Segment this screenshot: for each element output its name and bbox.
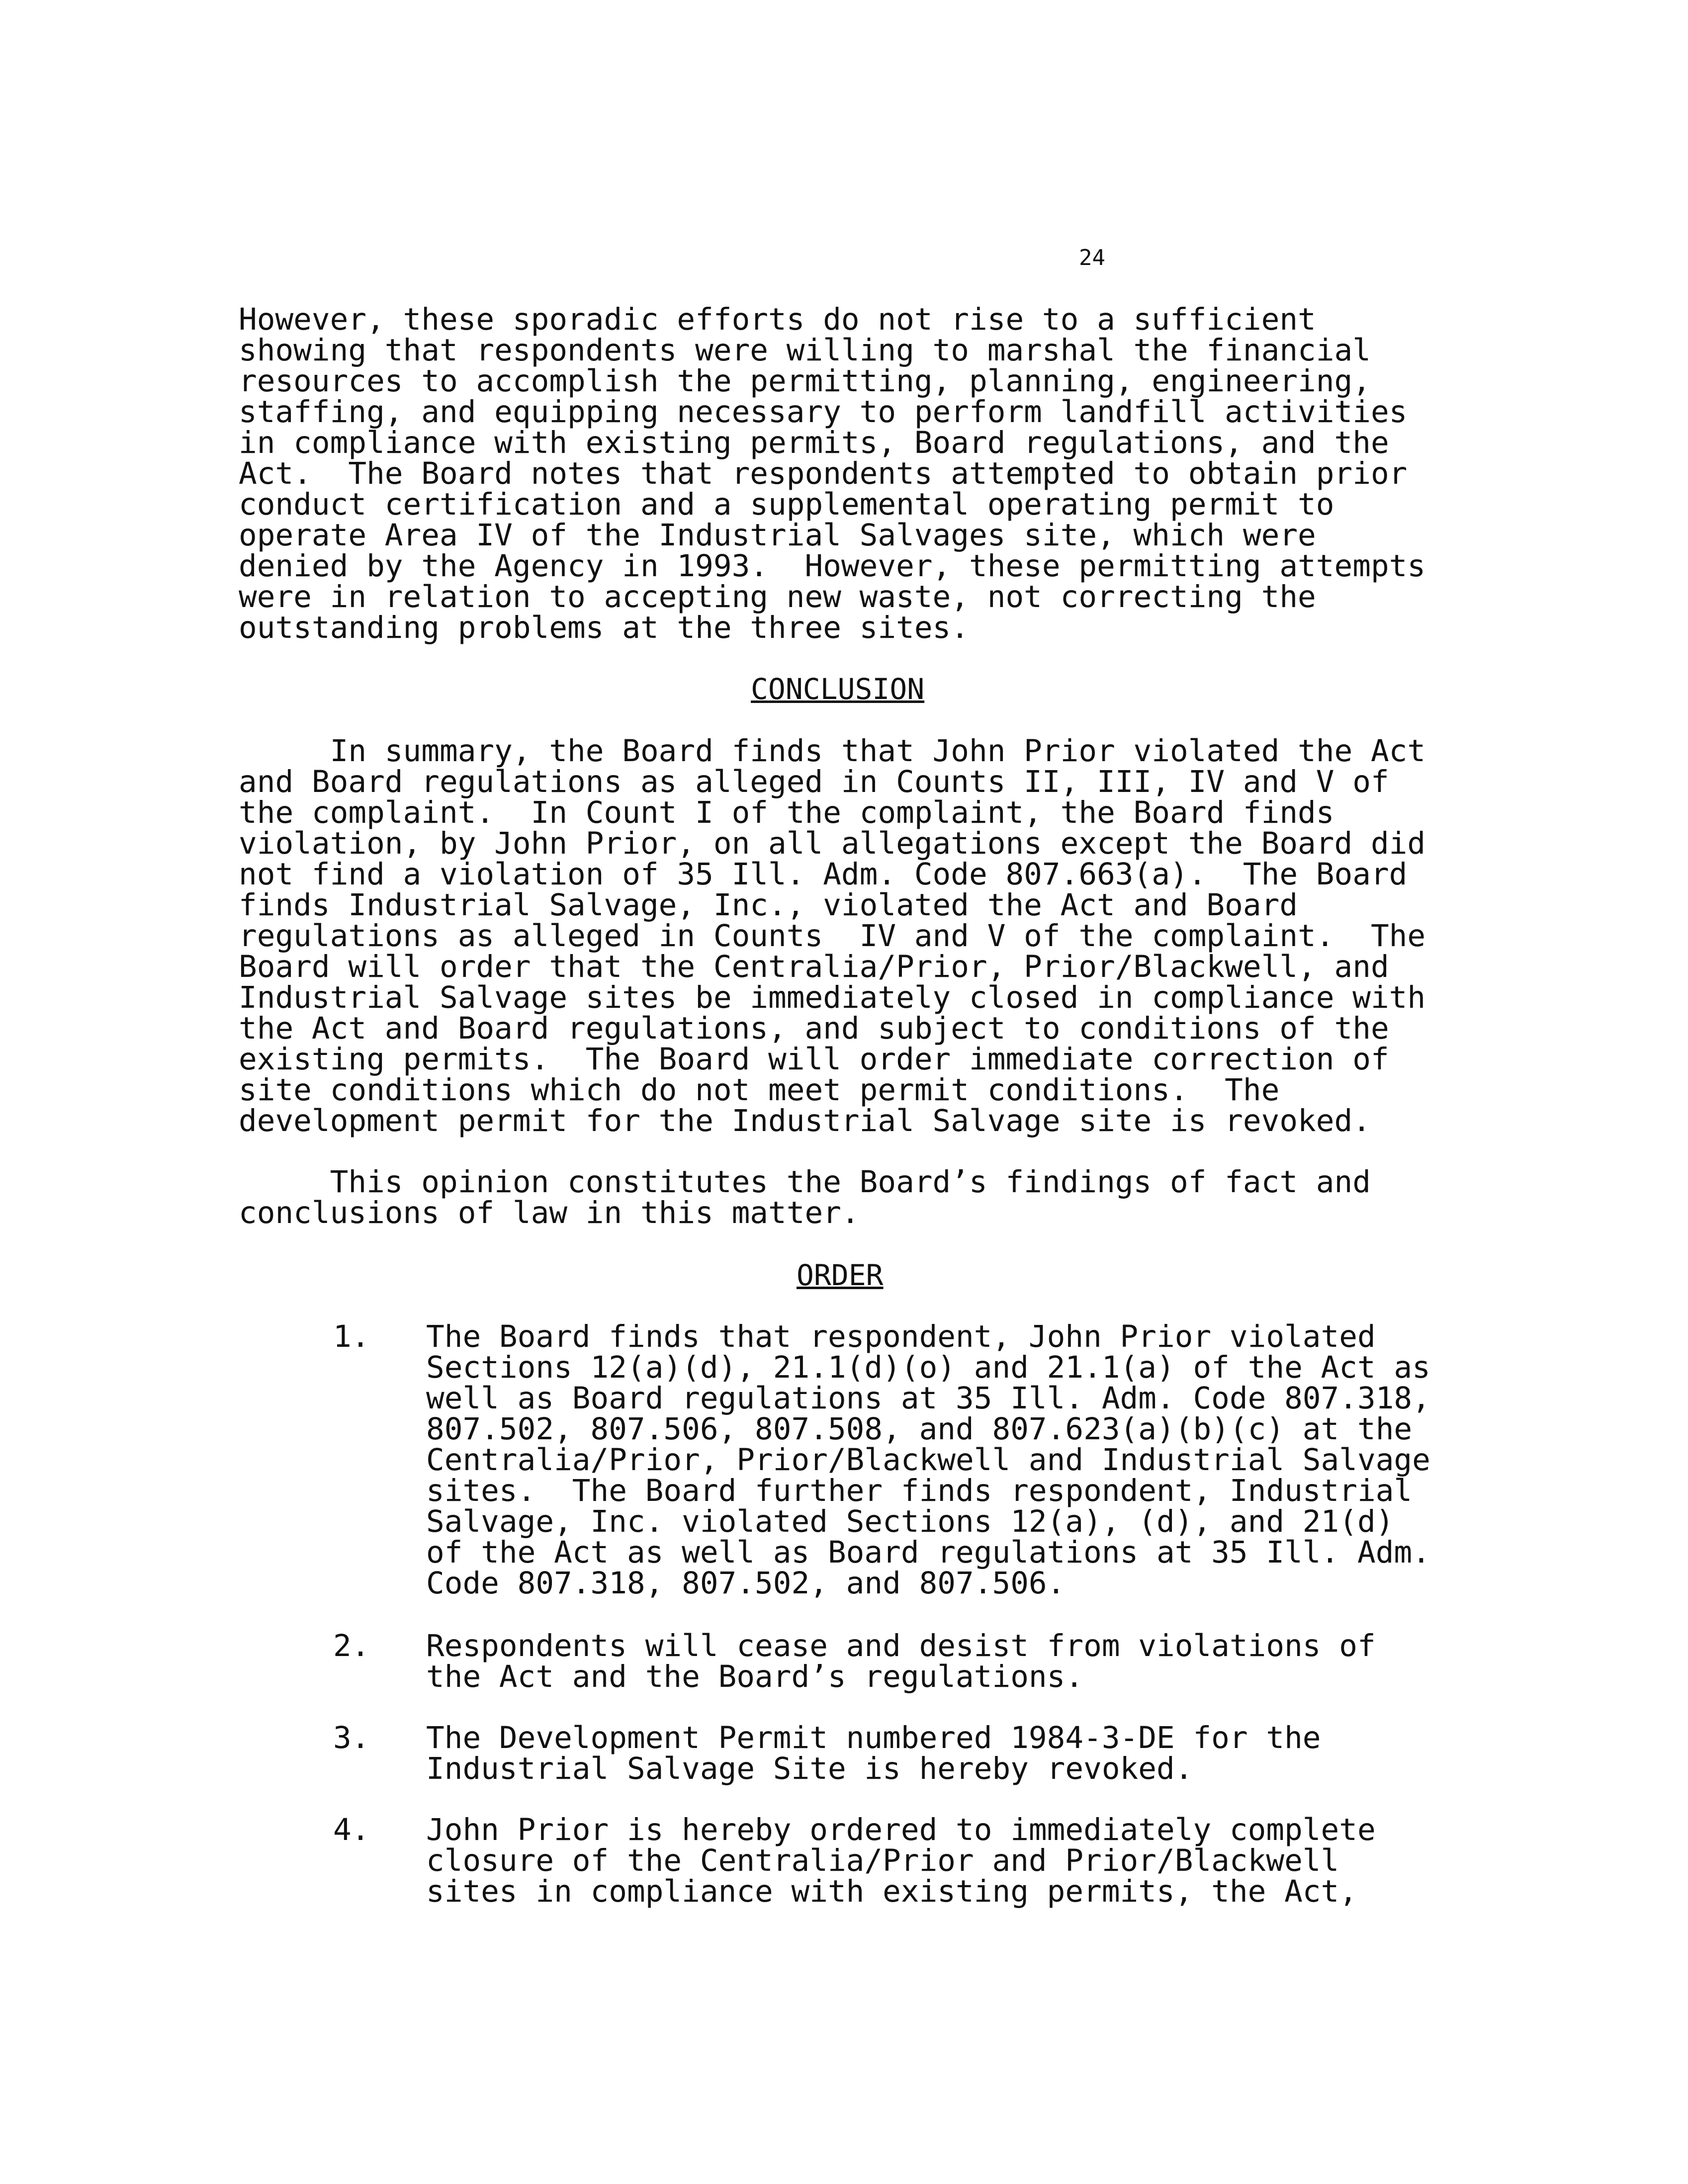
text-line: 807.502, 807.506, 807.508, and 807.623(a)(b)(c) at the <box>426 1411 1413 1447</box>
page-number: 24 <box>1079 245 1105 270</box>
text-line: This opinion constitutes the Board’s findings of fact and <box>239 1164 1371 1200</box>
text-line: sites. The Board further finds respondent, Industrial <box>426 1473 1413 1508</box>
text-line: Centralia/Prior, Prior/Blackwell and Industrial Salvage <box>426 1442 1430 1478</box>
text-line: Sections 12(a)(d), 21.1(d)(o) and 21.1(a) of the Act as <box>426 1350 1430 1385</box>
text-line: In summary, the Board finds that John Prior violated the Act <box>239 733 1426 769</box>
text-line: resources to accomplish the permitting, planning, engineering, <box>239 363 1371 399</box>
opinion-paragraph <box>239 1164 1467 1230</box>
text-line: operate Area IV of the Industrial Salvages site, which were <box>239 518 1316 553</box>
text-line: the Act and Board regulations, and subject to conditions of the <box>239 1011 1389 1046</box>
text-line: Act. The Board notes that respondents attempted to obtain prior <box>239 456 1408 491</box>
intro-paragraph <box>239 304 1467 643</box>
text-line: However, these sporadic efforts do not rise to a sufficient <box>239 302 1316 337</box>
text-line: Code 807.318, 807.502, and 807.506. <box>426 1566 1066 1601</box>
text-line: and Board regulations as alleged in Counts II, III, IV and V of <box>239 764 1389 799</box>
text-line: Industrial Salvage Site is hereby revoked. <box>426 1751 1193 1786</box>
order-item-text <box>426 1321 1480 1599</box>
text-line: in compliance with existing permits, Board regulations, and the <box>239 425 1389 460</box>
text-line: Industrial Salvage sites be immediately closed in compliance with <box>239 980 1426 1015</box>
text-line: conduct certification and a supplemental operating permit to <box>239 487 1334 522</box>
text-line: showing that respondents were willing to marshal the financial <box>239 333 1371 368</box>
text-line: outstanding problems at the three sites. <box>239 610 970 645</box>
conclusion-paragraph <box>239 733 1467 1138</box>
text-line: development permit for the Industrial Salvage site is revoked. <box>239 1103 1371 1138</box>
order-item-number: 3. <box>333 1720 370 1755</box>
text-line: of the Act as well as Board regulations at 35 Ill. Adm. <box>426 1535 1430 1570</box>
text-line: denied by the Agency in 1993. However, these permitting attempts <box>239 548 1426 584</box>
text-line: the complaint. In Count I of the complaint, the Board finds <box>239 795 1334 830</box>
text-line: staffing, and equipping necessary to perform landfill activities <box>239 394 1408 430</box>
text-line: regulations as alleged in Counts IV and V of the complaint. The <box>239 918 1426 954</box>
order-heading: ORDER <box>797 1258 884 1292</box>
text-line: The Board finds that respondent, John Prior violated <box>426 1319 1376 1354</box>
text-line: Board will order that the Centralia/Prior, Prior/Blackwell, and <box>239 949 1389 984</box>
order-item-number: 2. <box>333 1628 370 1663</box>
text-line: were in relation to accepting new waste, not correcting the <box>239 579 1316 614</box>
text-line: violation, by John Prior, on all allegations except the Board did <box>239 826 1426 861</box>
text-line: The Development Permit numbered 1984-3-DE for the <box>426 1720 1321 1755</box>
order-item-text <box>426 1812 1480 1909</box>
text-line: sites in compliance with existing permits, the Act, <box>426 1874 1357 1909</box>
text-line: John Prior is hereby ordered to immediately complete <box>426 1812 1376 1847</box>
text-line: the Act and the Board’s regulations. <box>426 1659 1084 1694</box>
conclusion-heading: CONCLUSION <box>751 672 925 706</box>
text-line: conclusions of law in this matter. <box>239 1195 860 1230</box>
text-line: Respondents will cease and desist from violations of <box>426 1628 1376 1663</box>
text-line: well as Board regulations at 35 Ill. Adm. Code 807.318, <box>426 1381 1430 1416</box>
text-line: closure of the Centralia/Prior and Prior/Blackwell <box>426 1843 1339 1878</box>
text-line: finds Industrial Salvage, Inc., violated the Act and Board <box>239 887 1298 923</box>
order-item-text <box>426 1628 1480 1694</box>
text-line: site conditions which do not meet permit conditions. The <box>239 1072 1280 1108</box>
text-line: not find a violation of 35 Ill. Adm. Code 807.663(a). The Board <box>239 857 1408 892</box>
order-item-number: 4. <box>333 1812 370 1847</box>
order-item-text <box>426 1720 1480 1786</box>
order-item-number: 1. <box>333 1319 370 1354</box>
text-line: existing permits. The Board will order immediate correction of <box>239 1042 1389 1077</box>
text-line: Salvage, Inc. violated Sections 12(a), (d), and 21(d) <box>426 1504 1394 1539</box>
